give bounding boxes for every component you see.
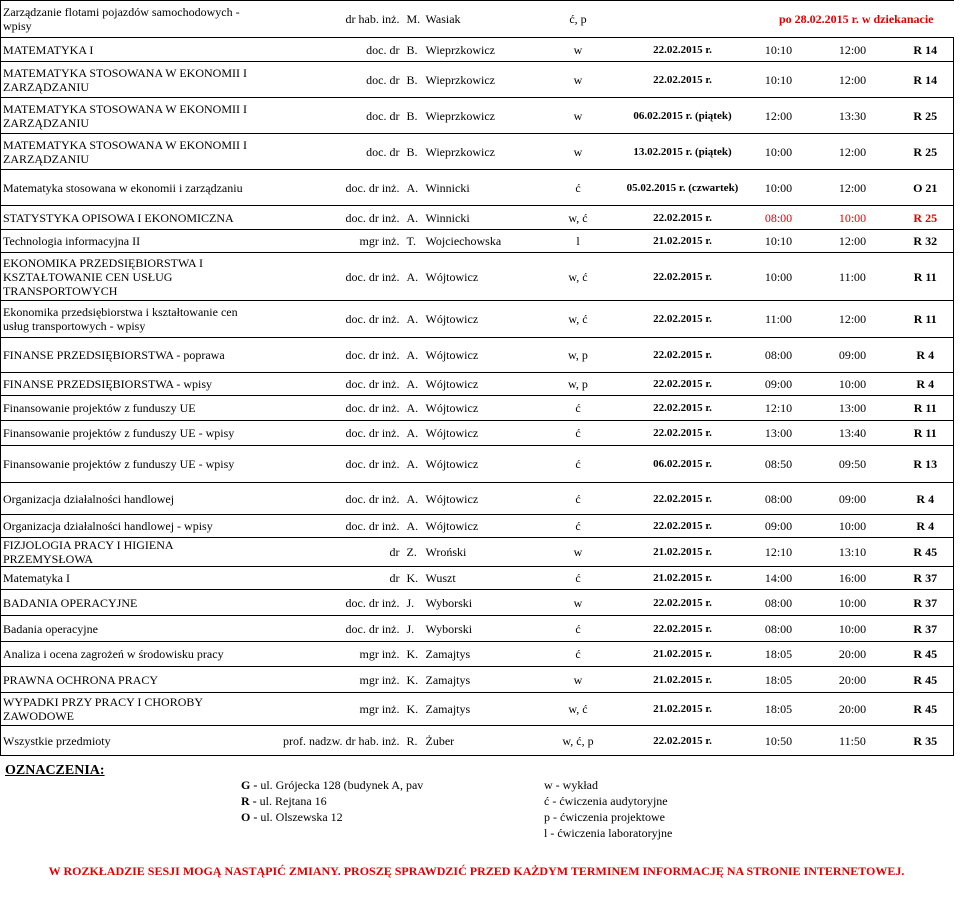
lecturer-name-cell: Wyborski (424, 590, 541, 616)
lecturer-name-cell: Wyborski (424, 616, 541, 642)
lecturer-initial-cell: A. (404, 206, 424, 230)
lecturer-initial-cell: A. (404, 253, 424, 301)
room-cell: R 11 (898, 301, 954, 338)
table-row (1, 590, 954, 616)
room-cell: R 37 (898, 567, 954, 590)
end-time-cell: 16:00 (808, 567, 898, 590)
lecturer-initial-cell: Z. (404, 538, 424, 567)
lecturer-title-cell: doc. dr inż. (256, 170, 404, 206)
date-cell: 22.02.2015 r. (616, 253, 750, 301)
date-cell: 06.02.2015 r. (616, 446, 750, 483)
lecturer-title-cell: mgr inż. (256, 230, 404, 253)
end-time-cell: 11:50 (808, 726, 898, 756)
lecturer-name-cell: Wójtowicz (424, 338, 541, 373)
start-time-cell: 09:00 (750, 515, 808, 538)
room-cell: R 11 (898, 421, 954, 446)
start-time-cell: 08:00 (750, 338, 808, 373)
date-cell: 21.02.2015 r. (616, 567, 750, 590)
table-row (1, 38, 954, 62)
class-type-cell: w (541, 538, 616, 567)
subject-cell: PRAWNA OCHRONA PRACY (1, 667, 256, 693)
table-row (1, 98, 954, 134)
lecturer-initial-cell: M. (404, 1, 424, 38)
lecturer-title-cell: mgr inż. (256, 693, 404, 726)
room-cell: O 21 (898, 170, 954, 206)
table-row (1, 206, 954, 230)
lecturer-name-cell: Wójtowicz (424, 515, 541, 538)
table-row (1, 134, 954, 170)
lecturer-title-cell: doc. dr inż. (256, 338, 404, 373)
lecturer-initial-cell: J. (404, 616, 424, 642)
lecturer-name-cell: Wroński (424, 538, 541, 567)
schedule-change-warning: W ROZKŁADZIE SESJI MOGĄ NASTĄPIĆ ZMIANY. PROSZĘ SPRAWDZIĆ PRZED KAŻDYM TERMINEM INFORMACJĘ NA STRONIE INTERNETOWEJ. (48, 864, 905, 878)
lecturer-initial-cell: K. (404, 693, 424, 726)
room-cell: R 45 (898, 642, 954, 667)
subject-cell: FINANSE PRZEDSIĘBIORSTWA - wpisy (1, 373, 256, 396)
table-row (1, 483, 954, 515)
subject-cell: Finansowanie projektów z funduszy UE (1, 396, 256, 421)
subject-cell: Badania operacyjne (1, 616, 256, 642)
end-time-cell: 09:00 (808, 338, 898, 373)
lecturer-title-cell: doc. dr inż. (256, 301, 404, 338)
class-type-cell: ć (541, 515, 616, 538)
table-row (1, 446, 954, 483)
lecturer-title-cell: doc. dr inż. (256, 483, 404, 515)
lecturer-name-cell: Wójtowicz (424, 253, 541, 301)
start-time-cell: 08:00 (750, 616, 808, 642)
start-time-cell: 11:00 (750, 301, 808, 338)
date-cell: 22.02.2015 r. (616, 726, 750, 756)
start-time-cell: 08:00 (750, 590, 808, 616)
lecturer-name-cell: Wójtowicz (424, 301, 541, 338)
start-time-cell: 13:00 (750, 421, 808, 446)
start-time-cell: 10:00 (750, 253, 808, 301)
date-cell: 21.02.2015 r. (616, 538, 750, 567)
date-cell: 22.02.2015 r. (616, 62, 750, 98)
lecturer-title-cell: dr (256, 538, 404, 567)
room-cell: R 32 (898, 230, 954, 253)
lecturer-name-cell: Wójtowicz (424, 483, 541, 515)
lecturer-title-cell: mgr inż. (256, 667, 404, 693)
lecturer-name-cell: Winnicki (424, 170, 541, 206)
room-cell: R 35 (898, 726, 954, 756)
lecturer-initial-cell: A. (404, 483, 424, 515)
lecturer-title-cell: doc. dr inż. (256, 446, 404, 483)
room-cell: R 11 (898, 396, 954, 421)
room-cell: R 25 (898, 206, 954, 230)
room-cell: R 11 (898, 253, 954, 301)
class-type-cell: ć (541, 642, 616, 667)
date-cell: 06.02.2015 r. (piątek) (616, 98, 750, 134)
start-time-cell: 10:10 (750, 230, 808, 253)
lecturer-title-cell: dr (256, 567, 404, 590)
subject-cell: Finansowanie projektów z funduszy UE - wpisy (1, 421, 256, 446)
table-row (1, 253, 954, 301)
subject-cell: MATEMATYKA I (1, 38, 256, 62)
date-cell: 22.02.2015 r. (616, 38, 750, 62)
room-cell: R 13 (898, 446, 954, 483)
lecturer-initial-cell: A. (404, 170, 424, 206)
class-type-cell: w, ć (541, 253, 616, 301)
lecturer-title-cell: doc. dr inż. (256, 421, 404, 446)
start-time-cell: 09:00 (750, 373, 808, 396)
class-type-cell: ć (541, 616, 616, 642)
class-type-cell: w, ć, p (541, 726, 616, 756)
room-cell: R 4 (898, 338, 954, 373)
lecturer-name-cell: Wójtowicz (424, 446, 541, 483)
lecturer-name-cell: Winnicki (424, 206, 541, 230)
end-time-cell: 12:00 (808, 170, 898, 206)
date-cell: 22.02.2015 r. (616, 206, 750, 230)
lecturer-name-cell: Wieprzkowicz (424, 98, 541, 134)
start-time-cell: 10:00 (750, 170, 808, 206)
class-type-cell: ć (541, 446, 616, 483)
lecturer-initial-cell: B. (404, 98, 424, 134)
end-time-cell: 10:00 (808, 373, 898, 396)
table-row (1, 62, 954, 98)
table-row (1, 230, 954, 253)
class-type-cell: w, ć (541, 301, 616, 338)
table-row (1, 421, 954, 446)
lecturer-name-cell: Zamajtys (424, 642, 541, 667)
subject-cell: WYPADKI PRZY PRACY I CHOROBY ZAWODOWE (1, 693, 256, 726)
lecturer-initial-cell: A. (404, 396, 424, 421)
class-type-cell: ć (541, 567, 616, 590)
table-row (1, 726, 954, 756)
date-cell: 21.02.2015 r. (616, 667, 750, 693)
class-type-cell: w, p (541, 338, 616, 373)
room-cell: R 45 (898, 667, 954, 693)
table-row (1, 373, 954, 396)
room-cell: R 45 (898, 693, 954, 726)
class-type-cell: w (541, 62, 616, 98)
subject-cell: FIZJOLOGIA PRACY I HIGIENA PRZEMYSŁOWA (1, 538, 256, 567)
end-time-cell: 20:00 (808, 642, 898, 667)
date-cell: 21.02.2015 r. (616, 693, 750, 726)
start-time-cell: 12:10 (750, 538, 808, 567)
table-row (1, 301, 954, 338)
lecturer-title-cell: dr hab. inż. (256, 1, 404, 38)
lecturer-initial-cell: B. (404, 134, 424, 170)
class-type-cell: w, p (541, 373, 616, 396)
end-time-cell: 11:00 (808, 253, 898, 301)
lecturer-name-cell: Wieprzkowicz (424, 134, 541, 170)
end-time-cell: 12:00 (808, 62, 898, 98)
end-time-cell: 09:00 (808, 483, 898, 515)
class-type-cell: ć (541, 170, 616, 206)
lecturer-title-cell: prof. nadzw. dr hab. inż. (256, 726, 404, 756)
date-cell: 21.02.2015 r. (616, 642, 750, 667)
class-type-cell: w (541, 134, 616, 170)
date-cell: 22.02.2015 r. (616, 338, 750, 373)
end-time-cell: 12:00 (808, 38, 898, 62)
subject-cell: MATEMATYKA STOSOWANA W EKONOMII I ZARZĄDZANIU (1, 98, 256, 134)
table-row (1, 396, 954, 421)
lecturer-title-cell: doc. dr inż. (256, 590, 404, 616)
table-row (1, 642, 954, 667)
subject-cell: Ekonomika przedsiębiorstwa i kształtowanie cen usług transportowych - wpisy (1, 301, 256, 338)
legend-type-c: ć - ćwiczenia audytoryjne (544, 794, 668, 808)
table-row (1, 338, 954, 373)
table-row (1, 616, 954, 642)
start-time-cell: 14:00 (750, 567, 808, 590)
class-type-cell: ć (541, 396, 616, 421)
subject-cell: MATEMATYKA STOSOWANA W EKONOMII I ZARZĄDZANIU (1, 62, 256, 98)
room-cell: R 25 (898, 134, 954, 170)
class-type-cell: w (541, 98, 616, 134)
date-cell: 22.02.2015 r. (616, 373, 750, 396)
lecturer-name-cell: Wieprzkowicz (424, 38, 541, 62)
table-row (1, 567, 954, 590)
lecturer-title-cell: doc. dr inż. (256, 206, 404, 230)
subject-cell: BADANIA OPERACYJNE (1, 590, 256, 616)
start-time-cell: 18:05 (750, 693, 808, 726)
lecturer-name-cell: Wuszt (424, 567, 541, 590)
lecturer-initial-cell: B. (404, 62, 424, 98)
table-row (1, 538, 954, 567)
subject-cell: EKONOMIKA PRZEDSIĘBIORSTWA I KSZTAŁTOWANIE CEN USŁUG TRANSPORTOWYCH (1, 253, 256, 301)
start-time-cell: 08:50 (750, 446, 808, 483)
lecturer-initial-cell: J. (404, 590, 424, 616)
end-time-cell: 10:00 (808, 515, 898, 538)
lecturer-title-cell: doc. dr (256, 134, 404, 170)
end-time-cell: 13:00 (808, 396, 898, 421)
note-cell: po 28.02.2015 r. w dziekanacie (616, 1, 954, 38)
lecturer-initial-cell: R. (404, 726, 424, 756)
end-time-cell: 20:00 (808, 693, 898, 726)
date-cell: 22.02.2015 r. (616, 616, 750, 642)
lecturer-title-cell: doc. dr inż. (256, 515, 404, 538)
class-type-cell: ć, p (541, 1, 616, 38)
lecturer-initial-cell: A. (404, 338, 424, 373)
lecturer-title-cell: doc. dr inż. (256, 373, 404, 396)
legend-location-o: O - ul. Olszewska 12 (241, 810, 343, 824)
lecturer-name-cell: Zamajtys (424, 667, 541, 693)
lecturer-title-cell: doc. dr (256, 38, 404, 62)
end-time-cell: 09:50 (808, 446, 898, 483)
lecturer-name-cell: Wasiak (424, 1, 541, 38)
subject-cell: Wszystkie przedmioty (1, 726, 256, 756)
end-time-cell: 10:00 (808, 616, 898, 642)
room-cell: R 4 (898, 515, 954, 538)
room-cell: R 14 (898, 62, 954, 98)
lecturer-title-cell: doc. dr (256, 62, 404, 98)
lecturer-title-cell: mgr inż. (256, 642, 404, 667)
start-time-cell: 12:10 (750, 396, 808, 421)
end-time-cell: 10:00 (808, 206, 898, 230)
lecturer-name-cell: Wieprzkowicz (424, 62, 541, 98)
legend-location-r: R - ul. Rejtana 16 (241, 794, 327, 808)
room-cell: R 25 (898, 98, 954, 134)
lecturer-name-cell: Żuber (424, 726, 541, 756)
table-row (1, 170, 954, 206)
legend-heading: OZNACZENIA: (5, 763, 105, 778)
subject-cell: FINANSE PRZEDSIĘBIORSTWA - poprawa (1, 338, 256, 373)
end-time-cell: 13:30 (808, 98, 898, 134)
lecturer-name-cell: Zamajtys (424, 693, 541, 726)
lecturer-title-cell: doc. dr (256, 98, 404, 134)
start-time-cell: 10:10 (750, 62, 808, 98)
lecturer-name-cell: Wójtowicz (424, 396, 541, 421)
start-time-cell: 18:05 (750, 667, 808, 693)
legend-location-g: G - ul. Grójecka 128 (budynek A, pav (241, 778, 424, 792)
subject-cell: Matematyka I (1, 567, 256, 590)
table-row (1, 1, 954, 38)
start-time-cell: 10:50 (750, 726, 808, 756)
class-type-cell: w (541, 590, 616, 616)
end-time-cell: 12:00 (808, 230, 898, 253)
start-time-cell: 08:00 (750, 206, 808, 230)
class-type-cell: w, ć (541, 693, 616, 726)
start-time-cell: 12:00 (750, 98, 808, 134)
room-cell: R 37 (898, 590, 954, 616)
end-time-cell: 12:00 (808, 301, 898, 338)
room-cell: R 45 (898, 538, 954, 567)
room-cell: R 14 (898, 38, 954, 62)
end-time-cell: 12:00 (808, 134, 898, 170)
subject-cell: Matematyka stosowana w ekonomii i zarządzaniu (1, 170, 256, 206)
subject-cell: STATYSTYKA OPISOWA I EKONOMICZNA (1, 206, 256, 230)
subject-cell: Zarządzanie flotami pojazdów samochodowych - wpisy (1, 1, 256, 38)
lecturer-initial-cell: A. (404, 446, 424, 483)
room-cell: R 4 (898, 373, 954, 396)
lecturer-initial-cell: K. (404, 567, 424, 590)
subject-cell: Organizacja działalności handlowej - wpisy (1, 515, 256, 538)
lecturer-initial-cell: A. (404, 515, 424, 538)
subject-cell: Organizacja działalności handlowej (1, 483, 256, 515)
subject-cell: Analiza i ocena zagrożeń w środowisku pracy (1, 642, 256, 667)
end-time-cell: 13:10 (808, 538, 898, 567)
start-time-cell: 10:10 (750, 38, 808, 62)
start-time-cell: 10:00 (750, 134, 808, 170)
class-type-cell: w, ć (541, 206, 616, 230)
table-row (1, 693, 954, 726)
start-time-cell: 08:00 (750, 483, 808, 515)
class-type-cell: l (541, 230, 616, 253)
class-type-cell: ć (541, 483, 616, 515)
date-cell: 22.02.2015 r. (616, 483, 750, 515)
lecturer-initial-cell: B. (404, 38, 424, 62)
subject-cell: Technologia informacyjna II (1, 230, 256, 253)
date-cell: 21.02.2015 r. (616, 230, 750, 253)
room-cell: R 4 (898, 483, 954, 515)
date-cell: 13.02.2015 r. (piątek) (616, 134, 750, 170)
date-cell: 22.02.2015 r. (616, 396, 750, 421)
legend-type-w: w - wykład (544, 778, 598, 792)
date-cell: 05.02.2015 r. (czwartek) (616, 170, 750, 206)
lecturer-name-cell: Wójtowicz (424, 421, 541, 446)
class-type-cell: w (541, 667, 616, 693)
lecturer-title-cell: doc. dr inż. (256, 616, 404, 642)
lecturer-initial-cell: T. (404, 230, 424, 253)
table-row (1, 667, 954, 693)
date-cell: 22.02.2015 r. (616, 515, 750, 538)
end-time-cell: 13:40 (808, 421, 898, 446)
lecturer-name-cell: Wójtowicz (424, 373, 541, 396)
lecturer-initial-cell: A. (404, 421, 424, 446)
lecturer-initial-cell: A. (404, 373, 424, 396)
date-cell: 22.02.2015 r. (616, 301, 750, 338)
room-cell: R 37 (898, 616, 954, 642)
start-time-cell: 18:05 (750, 642, 808, 667)
date-cell: 22.02.2015 r. (616, 590, 750, 616)
class-type-cell: ć (541, 421, 616, 446)
lecturer-name-cell: Wojciechowska (424, 230, 541, 253)
legend-type-p: p - ćwiczenia projektowe (544, 810, 665, 824)
lecturer-initial-cell: K. (404, 642, 424, 667)
end-time-cell: 10:00 (808, 590, 898, 616)
subject-cell: Finansowanie projektów z funduszy UE - wpisy (1, 446, 256, 483)
subject-cell: MATEMATYKA STOSOWANA W EKONOMII I ZARZĄDZANIU (1, 134, 256, 170)
table-row (1, 515, 954, 538)
class-type-cell: w (541, 38, 616, 62)
lecturer-initial-cell: K. (404, 667, 424, 693)
end-time-cell: 20:00 (808, 667, 898, 693)
lecturer-initial-cell: A. (404, 301, 424, 338)
lecturer-title-cell: doc. dr inż. (256, 396, 404, 421)
lecturer-title-cell: doc. dr inż. (256, 253, 404, 301)
date-cell: 22.02.2015 r. (616, 421, 750, 446)
legend-type-l: l - ćwiczenia laboratoryjne (544, 826, 673, 840)
